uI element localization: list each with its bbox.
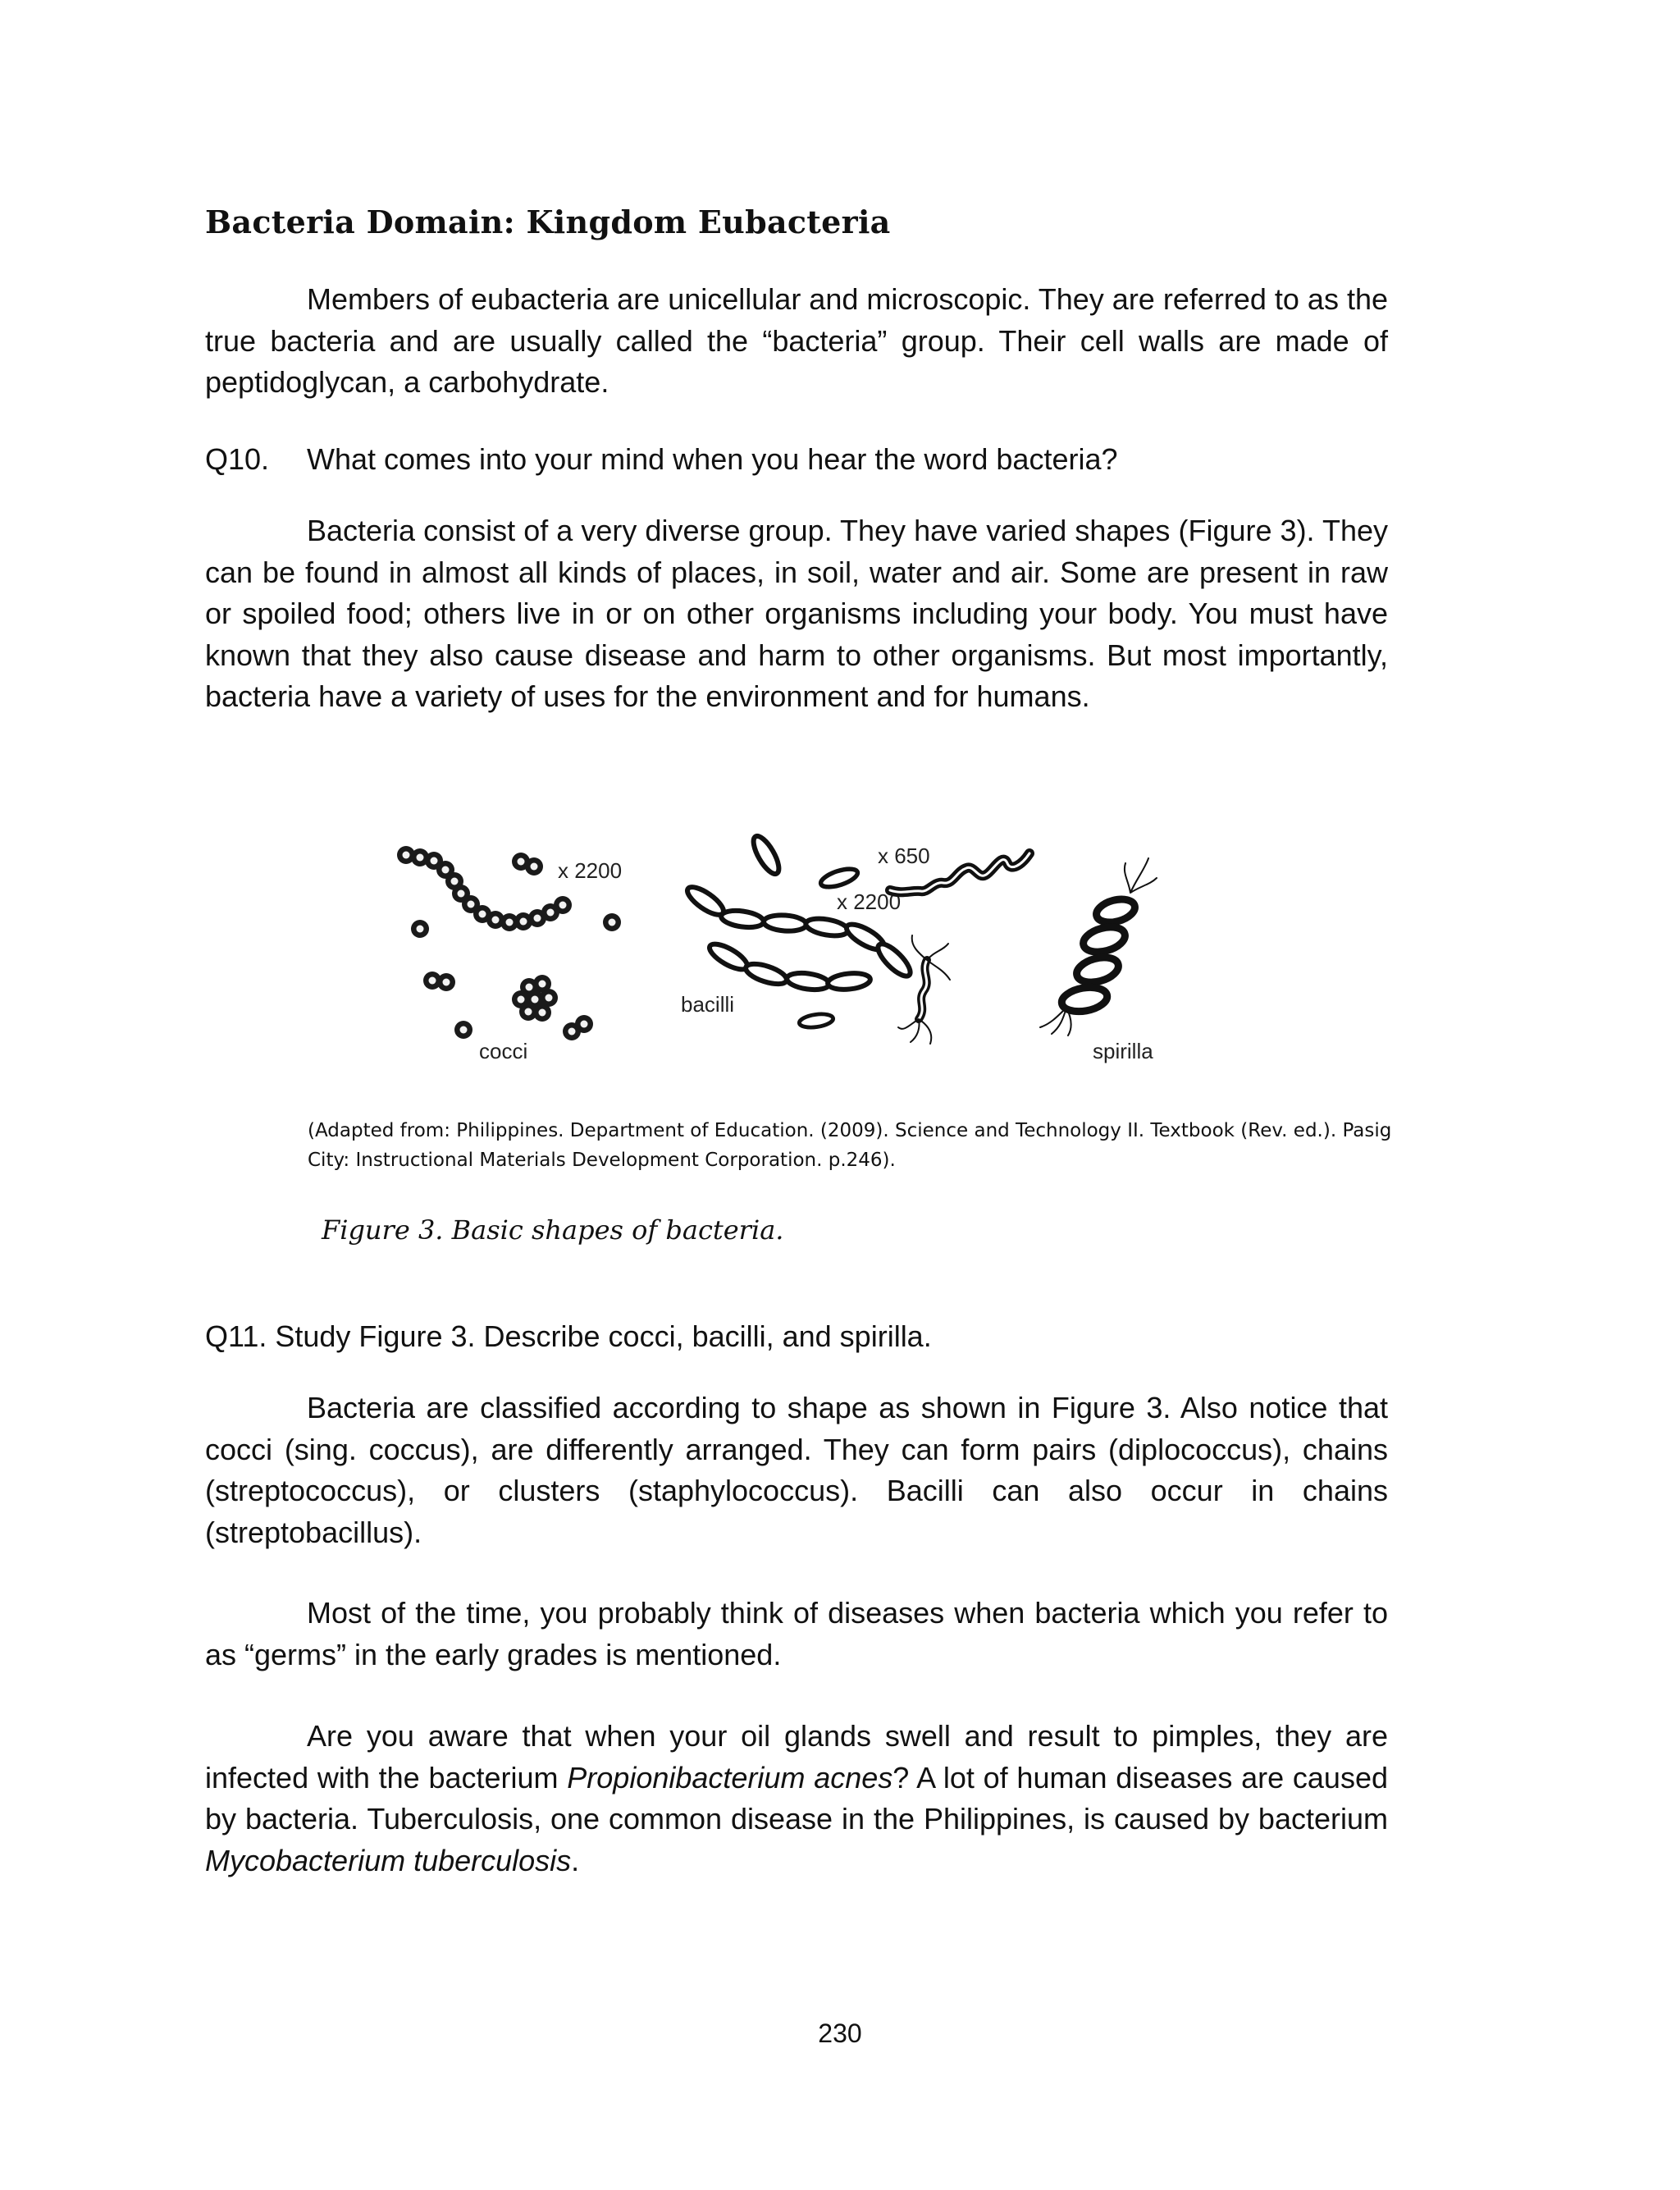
paragraph-diseases	[205, 1716, 1388, 1881]
question-q10	[205, 439, 1118, 480]
paragraph-text: .	[571, 1843, 580, 1877]
page-number: 230	[818, 2019, 862, 2048]
figure-citation: (Adapted from: Philippines. Department of Education. (2009). Science and Technology II. Textbook (Rev. ed.). Pasig City: Instructional Materials Development Corporation. p.246).	[308, 1120, 1392, 1171]
paragraph-text: Are you aware that when your oil glands swell and result to pimples, they are infected with the bacterium	[205, 1719, 1388, 1795]
paragraph-classification: Bacteria are classified according to shape as shown in Figure 3. Also notice that cocci (sing. coccus), are differently arranged. They can form pairs (diplococcus), chains (streptococcus), or clusters (staphylococcus). Bacilli can also occur in chains (streptobacillus).	[205, 1391, 1388, 1549]
bacilli-magnification: x 2200	[837, 889, 902, 914]
question-q11: Q11. Study Figure 3. Describe cocci, bacilli, and spirilla.	[205, 1319, 932, 1353]
staphylococcus-cluster	[512, 975, 558, 1022]
spirilla-label: spirilla	[1093, 1039, 1153, 1063]
figure-caption: Figure 3. Basic shapes of bacteria.	[322, 1214, 784, 1246]
paragraph-text: ? A lot of human diseases are caused by bacteria. Tuberculosis, one common disease in the Philippines, is caused by bacterium	[205, 1760, 1388, 1836]
question-number: Q10.	[205, 442, 270, 476]
streptococcus-chain	[397, 846, 572, 931]
cocci-illustration	[397, 846, 622, 1063]
species-name: Propionibacterium acnes	[567, 1760, 893, 1795]
coiled-spirillum	[1040, 858, 1157, 1036]
bacilli-label: bacilli	[681, 992, 735, 1017]
bacteria-shapes-figure	[369, 812, 1206, 1095]
diplococcus-pair	[512, 853, 543, 876]
spirilla-illustration	[878, 844, 1157, 1063]
paragraph-bacteria-diversity: Bacteria consist of a very diverse group. They have varied shapes (Figure 3). They can be found in almost all kinds of places, in soil, water and air. Some are present in raw or spoiled food; others live in or on other organisms including your body. You must have known that they also cause disease and harm to other organisms. But most importantly, bacteria have a variety of uses for the environment and for humans.	[205, 514, 1388, 713]
species-name: Mycobacterium tuberculosis	[205, 1843, 572, 1877]
cocci-label: cocci	[479, 1039, 528, 1063]
bacilli-chain	[706, 940, 871, 992]
cocci-magnification: x 2200	[558, 858, 623, 883]
paragraph-eubacteria-intro: Members of eubacteria are unicellular and microscopic. They are referred to as the true bacteria and are usually called the “bacteria” group. Their cell walls are made of peptidoglycan, a carbohydrate.	[205, 282, 1388, 399]
paragraph-germs: Most of the time, you probably think of diseases when bacteria which you refer to as “germs” in the early grades is mentioned.	[205, 1596, 1388, 1671]
section-heading: Bacteria Domain: Kingdom Eubacteria	[205, 203, 891, 240]
question-text: What comes into your mind when you hear the word bacteria?	[307, 442, 1118, 476]
spirilla-magnification: x 650	[878, 844, 930, 868]
bacteria-shapes-drawing	[369, 812, 1206, 1095]
